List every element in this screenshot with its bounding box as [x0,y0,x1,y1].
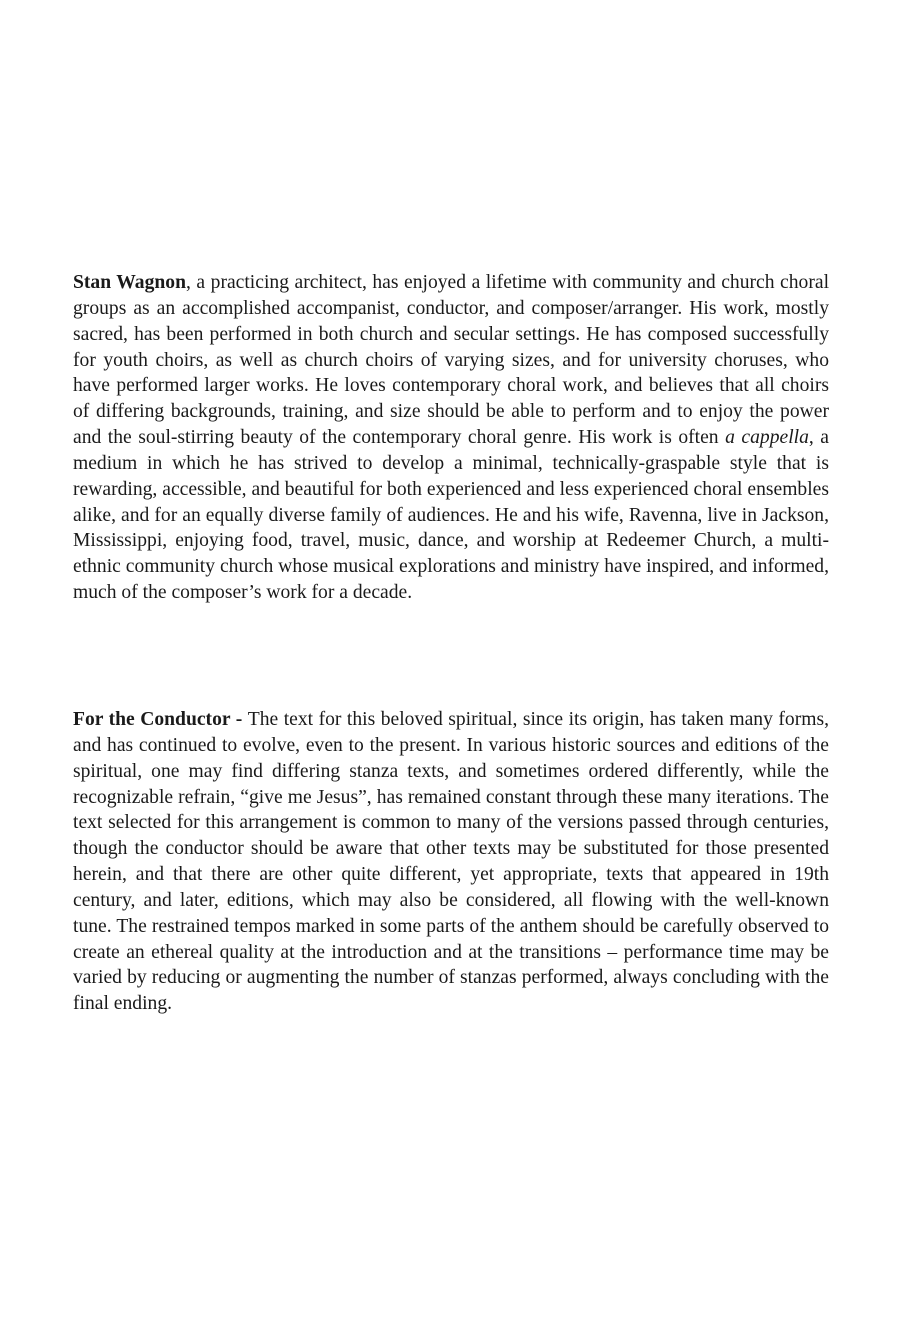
conductor-text: The text for this beloved spiritual, since its origin, has taken many forms, and has continued to evolve, even to the present. In various historic sources and editions of the spiritual, one may find differing stanza texts, and sometimes ordered differently, while the recognizable refrain, “give me Jesus”, has remained constant through these many iterations. The text selected for this arrangement is common to many of the versions passed through centuries, though the conductor should be aware that other texts may be substituted for those presented herein, and that there are other quite different, yet appropriate, texts that appeared in 19th century, and later, editions, which may also be considered, all flowing with the well-known tune. The restrained tempos marked in some parts of the anthem should be carefully observed to create an ethereal quality at the introduction and at the transitions – performance time may be varied by reducing or augmenting the number of stanzas performed, always concluding with the final ending. [73,709,829,1015]
bio-italic-term: a cappella [725,427,809,449]
bio-text-part-2: , a medium in which he has strived to develop a minimal, technically-graspable style that is rewarding, accessible, and beautiful for both experienced and less experienced choral ensembles alike, and for an equally diverse family of audiences. He and his wife, Ravenna, live in Jackson, Mississippi, enjoying food, travel, music, dance, and worship at Redeemer Church, a multi-ethnic community church whose musical explorations and ministry have inspired, and informed, much of the composer’s work for a decade. [73,427,829,604]
conductor-notes-paragraph [73,707,829,1017]
conductor-heading: For the Conductor - [73,709,248,730]
composer-name: Stan Wagnon [73,272,186,293]
composer-bio-paragraph [73,270,829,606]
bio-text-part-1: , a practicing architect, has enjoyed a lifetime with community and church choral groups as an accomplished accompanist, conductor, and composer/arranger. His work, mostly sacred, has been performed in both church and secular settings. He has composed successfully for youth choirs, as well as church choirs of varying sizes, and for university choruses, who have performed larger works. He loves contemporary choral work, and believes that all choirs of differing backgrounds, training, and size should be able to perform and to enjoy the power and the soul-stirring beauty of the contemporary choral genre. His work is often [73,272,830,449]
